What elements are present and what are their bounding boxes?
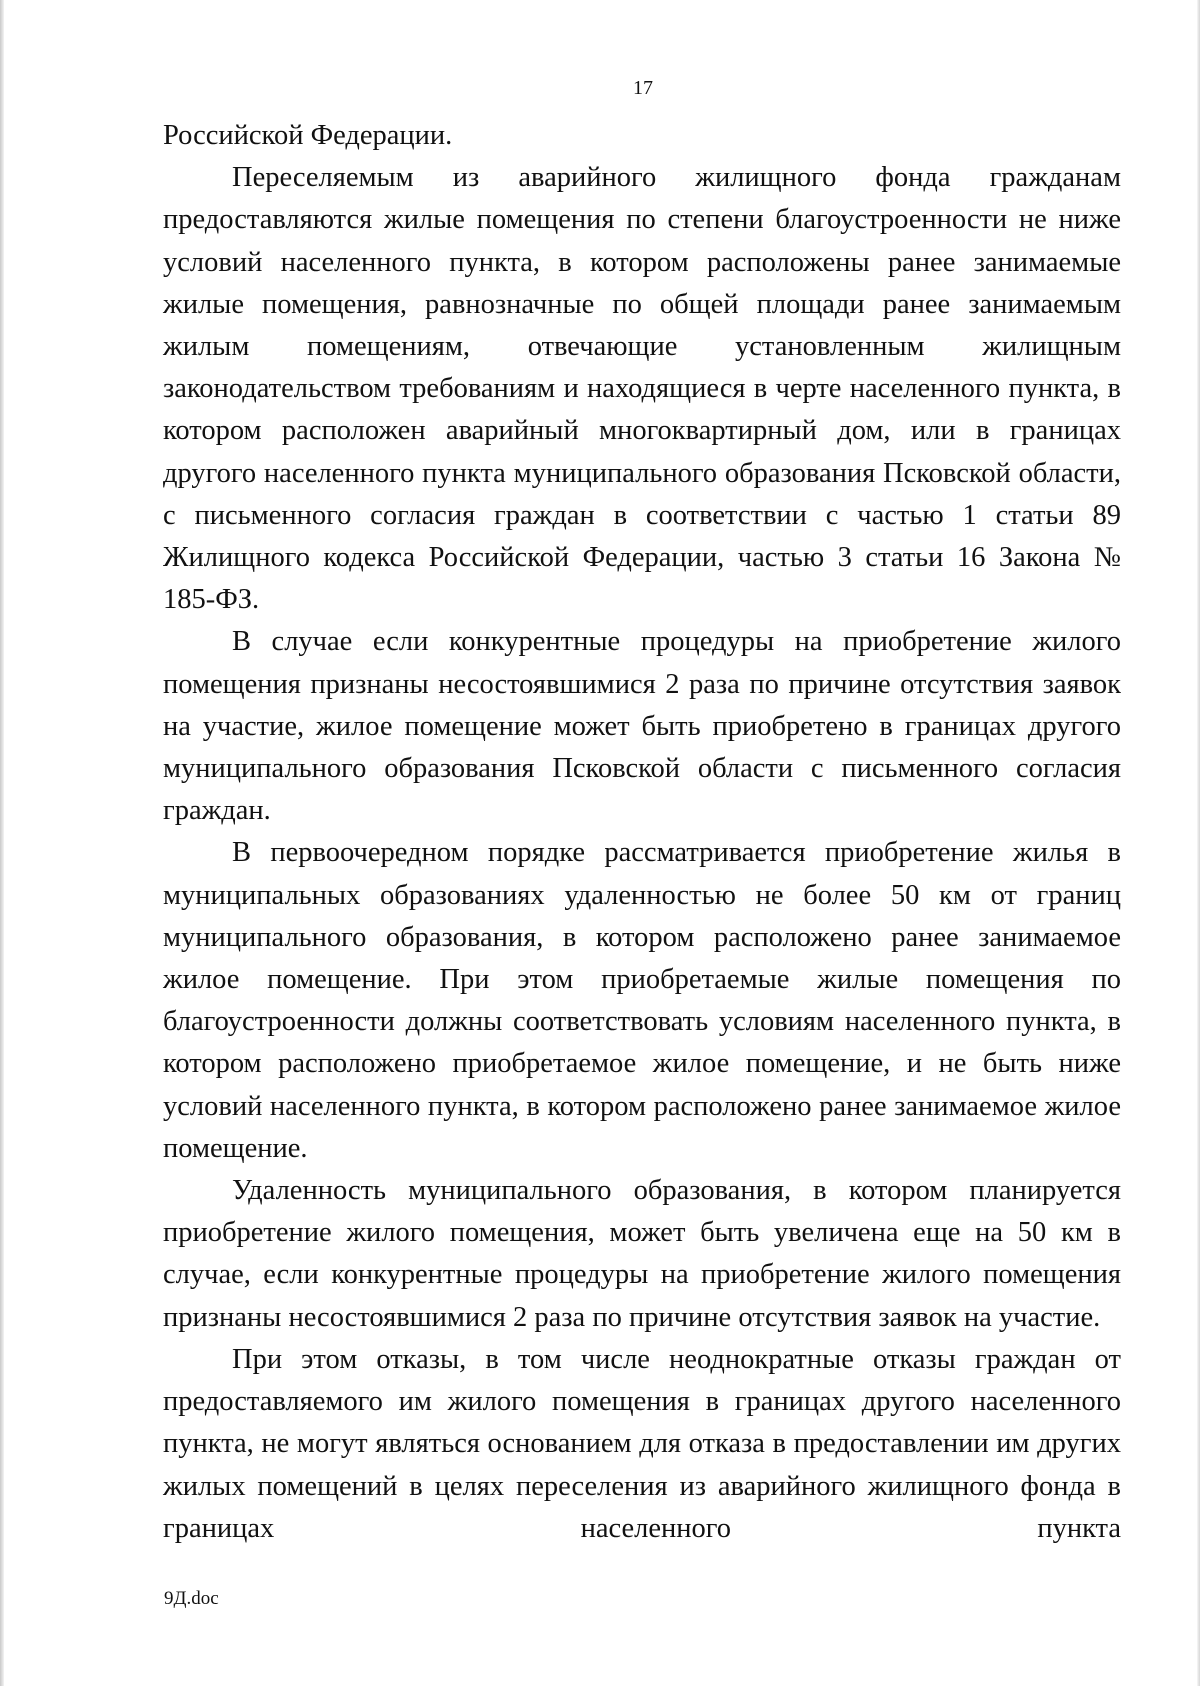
paragraph: При этом отказы, в том числе неоднократные отказы граждан от предоставляемого им жилого помещения в границах другого населенного пункта, не могут являться основанием для отказа в предоставлении им других жилых помещений в целях переселения из аварийного жилищного фонда в границах населенного пункта (163, 1343, 1121, 1544)
document-body (163, 115, 1121, 1550)
paragraph-continuation: Российской Федерации. (163, 120, 453, 151)
scan-edge-left (0, 0, 4, 1686)
paragraph: В первоочередном порядке рассматривается приобретение жилья в муниципальных образованиях удаленностью не более 50 км от границ муниципального образования, в котором расположено ранее занимаемое жилое помещение. При этом приобретаемые жилые помещения по благоустроенности должны соответствовать условиям населенного пункта, в котором расположено приобретаемое жилое помещение, и не быть ниже условий населенного пункта, в котором расположено ранее занимаемое жилое помещение. (163, 837, 1121, 1164)
paragraph: Удаленность муниципального образования, в котором планируется приобретение жилого помещения, может быть увеличена еще на 50 км в случае, если конкурентные процедуры на приобретение жилого помещения признаны несостоявшимися 2 раза по причине отсутствия заявок на участие. (163, 1175, 1121, 1333)
paragraph: Переселяемым из аварийного жилищного фонда гражданам предоставляются жилые помещения по степени благоустроенности не ниже условий населенного пункта, в котором расположены ранее занимаемые жилые помещения, равнозначные по общей площади ранее занимаемым жилым помещениям, отвечающие установленным жилищным законодательством требованиям и находящиеся в черте населенного пункта, в котором расположен аварийный многоквартирный дом, или в границах другого населенного пункта муниципального образования Псковской области, с письменного согласия граждан в соответствии с частью 1 статьи 89 Жилищного кодекса Российской Федерации, частью 3 статьи 16 Закона № 185-ФЗ. (163, 162, 1121, 616)
footer-filename: 9Д.doc (164, 1588, 219, 1609)
paragraph: В случае если конкурентные процедуры на приобретение жилого помещения признаны несостоявшимися 2 раза по причине отсутствия заявок на участие, жилое помещение может быть приобретено в границах другого муниципального образования Псковской области с письменного согласия граждан. (163, 626, 1121, 827)
page-number: 17 (633, 77, 653, 99)
